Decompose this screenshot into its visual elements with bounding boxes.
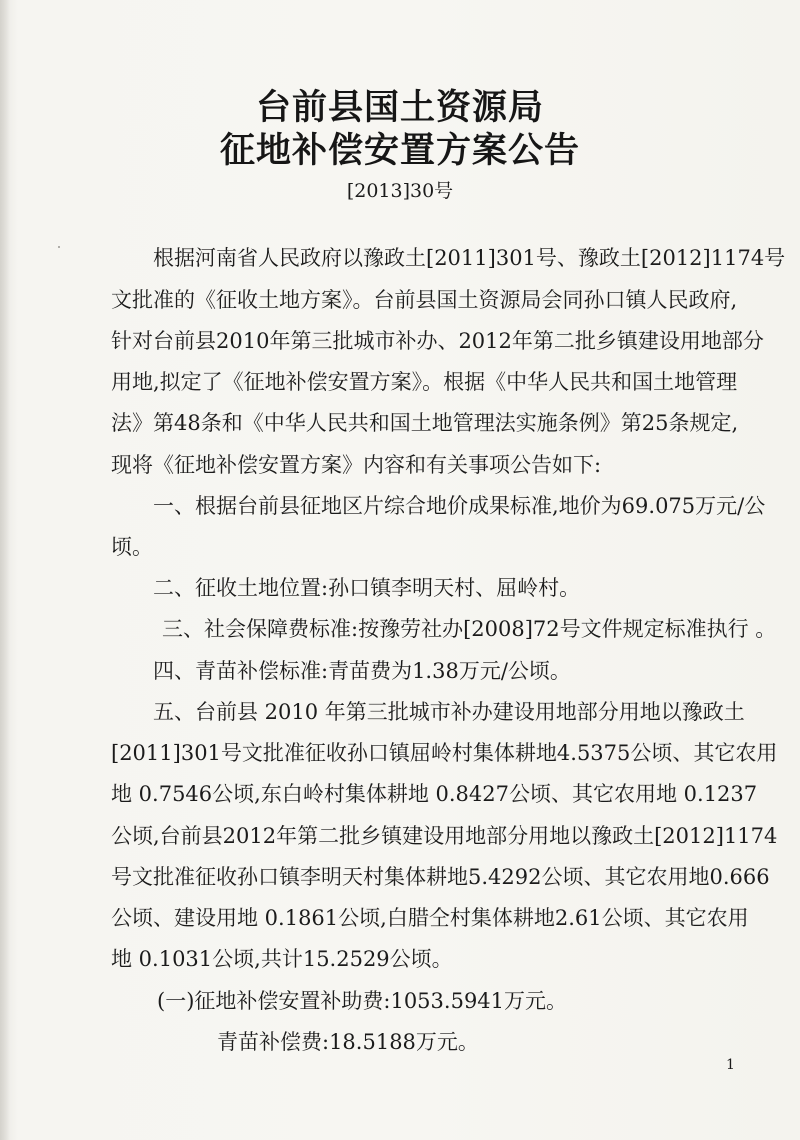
body-line: 现将《征地补偿安置方案》内容和有关事项公告如下: <box>111 453 602 477</box>
body-line: 一、根据台前县征地区片综合地价成果标准,地价为69.075万元/公 <box>153 494 766 518</box>
body-line: 地 0.1031公顷,共计15.2529公顷。 <box>111 947 453 971</box>
body-line: 号文批准征收孙口镇李明天村集体耕地5.4292公顷、其它农用地0.666 <box>111 865 770 889</box>
body-line: 二、征收土地位置:孙口镇李明天村、屈岭村。 <box>153 576 581 600</box>
body-line: 四、青苗补偿标准:青苗费为1.38万元/公顷。 <box>153 659 571 683</box>
body-line: 用地,拟定了《征地补偿安置方案》。根据《中华人民共和国土地管理 <box>111 370 738 394</box>
title-line-1: 台前县国土资源局 <box>255 88 544 128</box>
title-line-2: 征地补偿安置方案公告 <box>219 131 580 171</box>
document-number: [2013]30号 <box>346 180 454 202</box>
body-line: 文批准的《征收土地方案》。台前县国土资源局会同孙口镇人民政府, <box>111 288 738 312</box>
scan-speck <box>58 246 60 248</box>
body-line: 针对台前县2010年第三批城市补办、2012年第二批乡镇建设用地部分 <box>111 329 764 353</box>
body-line: 五、台前县 2010 年第三批城市补办建设用地部分用地以豫政土 <box>153 700 745 724</box>
body-line: 公顷,台前县2012年第二批乡镇建设用地部分用地以豫政土[2012]1174 <box>111 824 778 848</box>
body-line: [2011]301号文批准征收孙口镇屈岭村集体耕地4.5375公顷、其它农用 <box>111 741 778 765</box>
body-line: 法》第48条和《中华人民共和国土地管理法实施条例》第25条规定, <box>111 411 739 435</box>
body-line: 地 0.7546公顷,东白岭村集体耕地 0.8427公顷、其它农用地 0.1237 <box>111 782 758 806</box>
page-number: 1 <box>726 1057 735 1073</box>
body-line: 三、社会保障费标准:按豫劳社办[2008]72号文件规定标准执行 。 <box>162 617 777 641</box>
body-line: 公顷、建设用地 0.1861公顷,白腊仝村集体耕地2.61公顷、其它农用 <box>111 906 749 930</box>
body-line: 顷。 <box>111 535 153 559</box>
body-line: 青苗补偿费:18.5188万元。 <box>217 1030 479 1054</box>
body-line: (一)征地补偿安置补助费:1053.5941万元。 <box>157 989 568 1013</box>
body-line: 根据河南省人民政府以豫政土[2011]301号、豫政土[2012]1174号 <box>153 246 786 270</box>
